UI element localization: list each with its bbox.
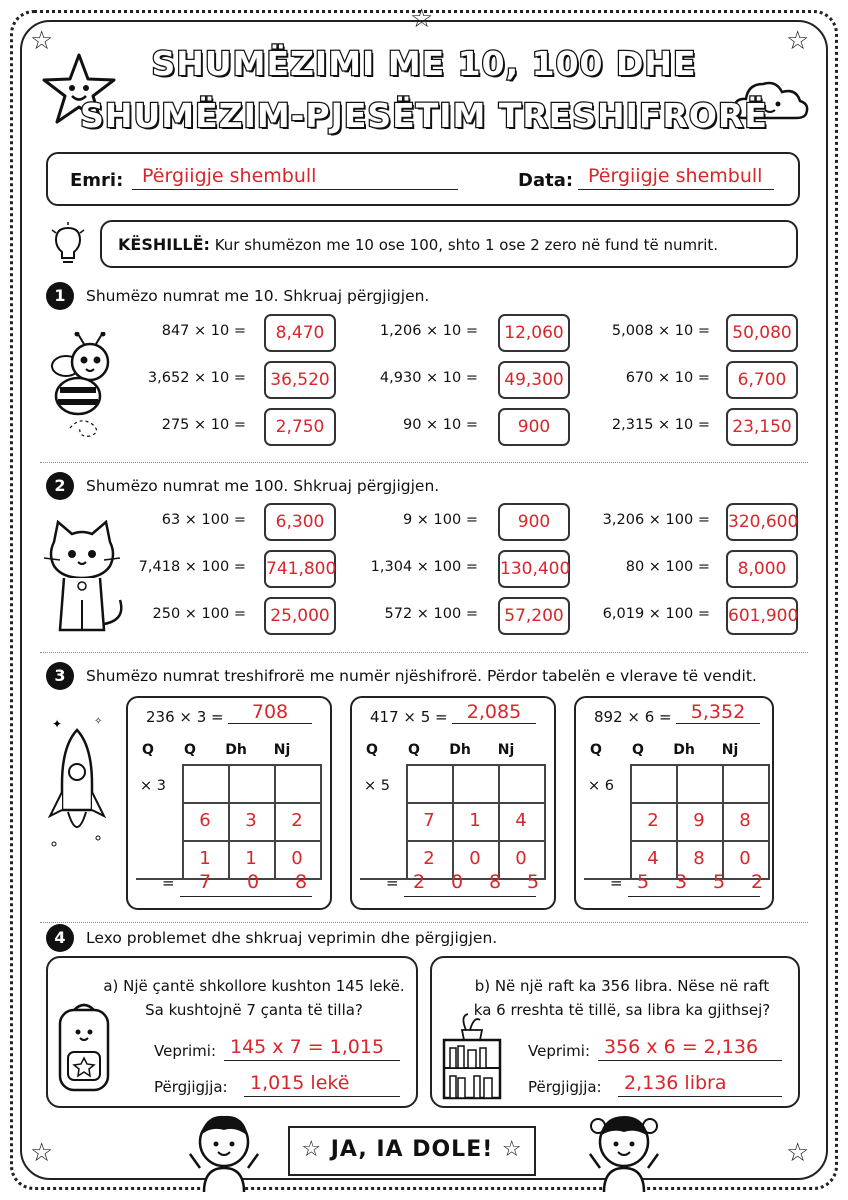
answer-box[interactable]: 130,400 xyxy=(498,550,570,588)
star-icon: ☆ xyxy=(30,1138,54,1168)
partial-digit[interactable]: 2 xyxy=(291,810,303,831)
result-line xyxy=(404,896,536,897)
section-instruction: Lexo problemet dhe shkruaj veprimin dhe përgjigjen. xyxy=(86,929,498,947)
answer-box[interactable]: 12,060 xyxy=(498,314,570,352)
partial-digit[interactable]: 4 xyxy=(515,810,527,831)
grid-line xyxy=(768,764,770,878)
result-digit[interactable]: 3 xyxy=(674,871,688,893)
grid-line xyxy=(182,764,322,766)
tip-box xyxy=(100,220,798,268)
grid-line xyxy=(406,764,546,766)
divider xyxy=(40,462,808,463)
backpack-icon xyxy=(54,1000,114,1096)
partial-digit[interactable]: 0 xyxy=(291,848,303,869)
operation-label: Veprimi: xyxy=(154,1042,217,1060)
column-header: Nj xyxy=(273,742,291,758)
column-header: Dh xyxy=(449,742,471,758)
result-digit[interactable]: 5 xyxy=(526,871,540,893)
place-value-card xyxy=(350,696,556,910)
column-header: Q xyxy=(366,742,378,758)
section-number: 2 xyxy=(46,472,74,500)
answer-label: Përgjigjja: xyxy=(154,1078,228,1096)
partial-digit[interactable]: 4 xyxy=(647,848,659,869)
answer-box[interactable]: 25,000 xyxy=(264,597,336,635)
partial-digit[interactable]: 2 xyxy=(423,848,435,869)
divider xyxy=(40,922,808,923)
problem-expression: 6,019 × 100 = xyxy=(602,606,710,622)
column-header: Nj xyxy=(497,742,515,758)
result-digit[interactable]: 2 xyxy=(750,871,764,893)
star-icon: ☆ xyxy=(786,26,810,56)
result-digit[interactable]: 8 xyxy=(294,871,308,893)
grid-line xyxy=(320,764,322,878)
section2-heading xyxy=(46,472,439,500)
problem-expression: 670 × 10 = xyxy=(625,370,710,386)
column-header: Nj xyxy=(721,742,739,758)
cat-icon xyxy=(40,520,130,640)
section4-heading xyxy=(46,924,497,952)
partial-digit[interactable]: 0 xyxy=(739,848,751,869)
answer-field[interactable]: 2,136 libra xyxy=(618,1072,782,1097)
svg-text:✧: ✧ xyxy=(94,716,103,727)
section-instruction: Shumëzo numrat treshifrorë me numër njëshifrorë. Përdor tabelën e vlerave të vendit. xyxy=(86,667,757,685)
problem-expression: 9 × 100 = xyxy=(402,512,478,528)
answer-box[interactable]: 900 xyxy=(498,408,570,446)
partial-digit[interactable]: 0 xyxy=(469,848,481,869)
answer-box[interactable]: 320,600 xyxy=(726,503,798,541)
problem-expression: 4,930 × 10 = xyxy=(379,370,478,386)
answer-box[interactable]: 50,080 xyxy=(726,314,798,352)
problem-expression: 3,652 × 10 = xyxy=(147,370,246,386)
operation-field[interactable]: 145 x 7 = 1,015 xyxy=(224,1036,400,1061)
answer-box[interactable]: 741,800 xyxy=(264,550,336,588)
column-header: Dh xyxy=(673,742,695,758)
place-value-card xyxy=(126,696,332,910)
equals-sign: = xyxy=(386,874,399,892)
date-label: Data: xyxy=(518,170,574,191)
answer-box[interactable]: 49,300 xyxy=(498,361,570,399)
card-answer[interactable]: 5,352 xyxy=(676,701,760,724)
divider xyxy=(40,652,808,653)
section-instruction: Shumëzo numrat me 10. Shkruaj përgjigjen. xyxy=(86,287,430,305)
partial-digit[interactable]: 6 xyxy=(199,810,211,831)
name-field[interactable]: Përgiigje shembull xyxy=(132,165,458,190)
answer-box[interactable]: 23,150 xyxy=(726,408,798,446)
equals-sign: = xyxy=(610,874,623,892)
problem-expression: 2,315 × 10 = xyxy=(611,417,710,433)
answer-box[interactable]: 36,520 xyxy=(264,361,336,399)
result-digit[interactable]: 8 xyxy=(488,871,502,893)
column-header: Dh xyxy=(225,742,247,758)
card-answer[interactable]: 708 xyxy=(228,701,312,724)
grid-line xyxy=(630,764,770,766)
problem-expression: 7,418 × 100 = xyxy=(138,559,246,575)
page-title-line1: SHUMËZIMI ME 10, 100 DHE xyxy=(151,44,697,83)
page-title-line2: SHUMËZIM-PJESËTIM TRESHIFRORË xyxy=(80,96,768,135)
answer-label: Përgjigjja: xyxy=(528,1078,602,1096)
tip-label: KËSHILLË: xyxy=(118,235,210,254)
star-icon: ☆ xyxy=(30,26,54,56)
problem-expression: 847 × 10 = xyxy=(161,323,246,339)
section-number: 4 xyxy=(46,924,74,952)
multiplier: × 6 xyxy=(588,778,614,794)
problem-line: a) Një çantë shkollore kushton 145 lekë. xyxy=(103,977,405,995)
problem-expression: 3,206 × 100 = xyxy=(602,512,710,528)
column-header: Q xyxy=(184,742,196,758)
result-digit[interactable]: 5 xyxy=(712,871,726,893)
result-digit[interactable]: 0 xyxy=(246,871,260,893)
star-icon: ☆ xyxy=(410,4,434,34)
svg-text:✦: ✦ xyxy=(52,717,63,731)
section3-heading xyxy=(46,662,757,690)
partial-digit[interactable]: 1 xyxy=(245,848,257,869)
section-number: 3 xyxy=(46,662,74,690)
problem-expression: 1,206 × 10 = xyxy=(379,323,478,339)
partial-digit[interactable]: 1 xyxy=(199,848,211,869)
section1-heading xyxy=(46,282,429,310)
problem-line: Sa kushtojnë 7 çanta të tilla? xyxy=(145,1001,363,1019)
problem-line: b) Në një raft ka 356 libra. Nëse në raft xyxy=(474,977,770,995)
partial-digit[interactable]: 3 xyxy=(245,810,257,831)
answer-box[interactable]: 6,700 xyxy=(726,361,798,399)
problem-expression: 80 × 100 = xyxy=(625,559,710,575)
boy-icon xyxy=(186,1108,262,1192)
card-answer[interactable]: 2,085 xyxy=(452,701,536,724)
partial-digit[interactable]: 2 xyxy=(647,810,659,831)
section-instruction: Shumëzo numrat me 100. Shkruaj përgjigjen. xyxy=(86,477,440,495)
partial-digit[interactable]: 0 xyxy=(515,848,527,869)
name-label: Emri: xyxy=(70,170,124,191)
answer-box[interactable]: 8,000 xyxy=(726,550,798,588)
partial-digit[interactable]: 8 xyxy=(693,848,705,869)
problem-expression: 275 × 10 = xyxy=(161,417,246,433)
problem-line: ka 6 rreshta të tillë, sa libra ka gjithsej? xyxy=(473,1001,771,1019)
problem-text xyxy=(94,974,414,1022)
section-number: 1 xyxy=(46,282,74,310)
operation-label: Veprimi: xyxy=(528,1042,591,1060)
problem-expression: 572 × 100 = xyxy=(384,606,478,622)
success-banner: ☆ JA, IA DOLE! ☆ xyxy=(288,1126,536,1176)
name-date-bar xyxy=(46,152,800,206)
place-value-card xyxy=(574,696,774,910)
column-header: Q xyxy=(408,742,420,758)
column-header: Q xyxy=(142,742,154,758)
answer-box[interactable]: 8,470 xyxy=(264,314,336,352)
column-header: Q xyxy=(632,742,644,758)
problem-expression: 90 × 10 = xyxy=(402,417,478,433)
card-equation: 236 × 3 = xyxy=(146,708,224,726)
answer-box[interactable]: 6,300 xyxy=(264,503,336,541)
result-line xyxy=(180,896,312,897)
problem-expression: 1,304 × 100 = xyxy=(370,559,478,575)
partial-digit[interactable]: 9 xyxy=(693,810,705,831)
result-digit[interactable]: 7 xyxy=(198,871,212,893)
partial-digit[interactable]: 1 xyxy=(469,810,481,831)
partial-digit[interactable]: 7 xyxy=(423,810,435,831)
card-equation: 417 × 5 = xyxy=(370,708,448,726)
column-header: Q xyxy=(590,742,602,758)
result-digit[interactable]: 5 xyxy=(636,871,650,893)
lightbulb-icon xyxy=(50,222,86,268)
multiplier: × 3 xyxy=(140,778,166,794)
answer-box[interactable]: 900 xyxy=(498,503,570,541)
date-field[interactable]: Përgiigje shembull xyxy=(578,165,774,190)
result-line xyxy=(628,896,760,897)
tip-text: Kur shumëzon me 10 ose 100, shto 1 ose 2 zero në fund të numrit. xyxy=(214,236,719,254)
problem-expression: 250 × 100 = xyxy=(152,606,246,622)
answer-box[interactable]: 57,200 xyxy=(498,597,570,635)
star-icon: ☆ xyxy=(786,1138,810,1168)
bookshelf-icon xyxy=(440,1010,504,1100)
answer-field[interactable]: 1,015 lekë xyxy=(244,1072,400,1097)
result-digit[interactable]: 2 xyxy=(412,871,426,893)
answer-box[interactable]: 2,750 xyxy=(264,408,336,446)
problem-expression: 63 × 100 = xyxy=(161,512,246,528)
multiplier: × 5 xyxy=(364,778,390,794)
problem-expression: 5,008 × 10 = xyxy=(611,323,710,339)
grid-line xyxy=(544,764,546,878)
operation-field[interactable]: 356 x 6 = 2,136 xyxy=(598,1036,782,1061)
card-equation: 892 × 6 = xyxy=(594,708,672,726)
girl-icon xyxy=(584,1106,664,1192)
result-digit[interactable]: 0 xyxy=(450,871,464,893)
rocket-icon xyxy=(42,712,112,862)
answer-box[interactable]: 601,900 xyxy=(726,597,798,635)
equals-sign: = xyxy=(162,874,175,892)
partial-digit[interactable]: 8 xyxy=(739,810,751,831)
